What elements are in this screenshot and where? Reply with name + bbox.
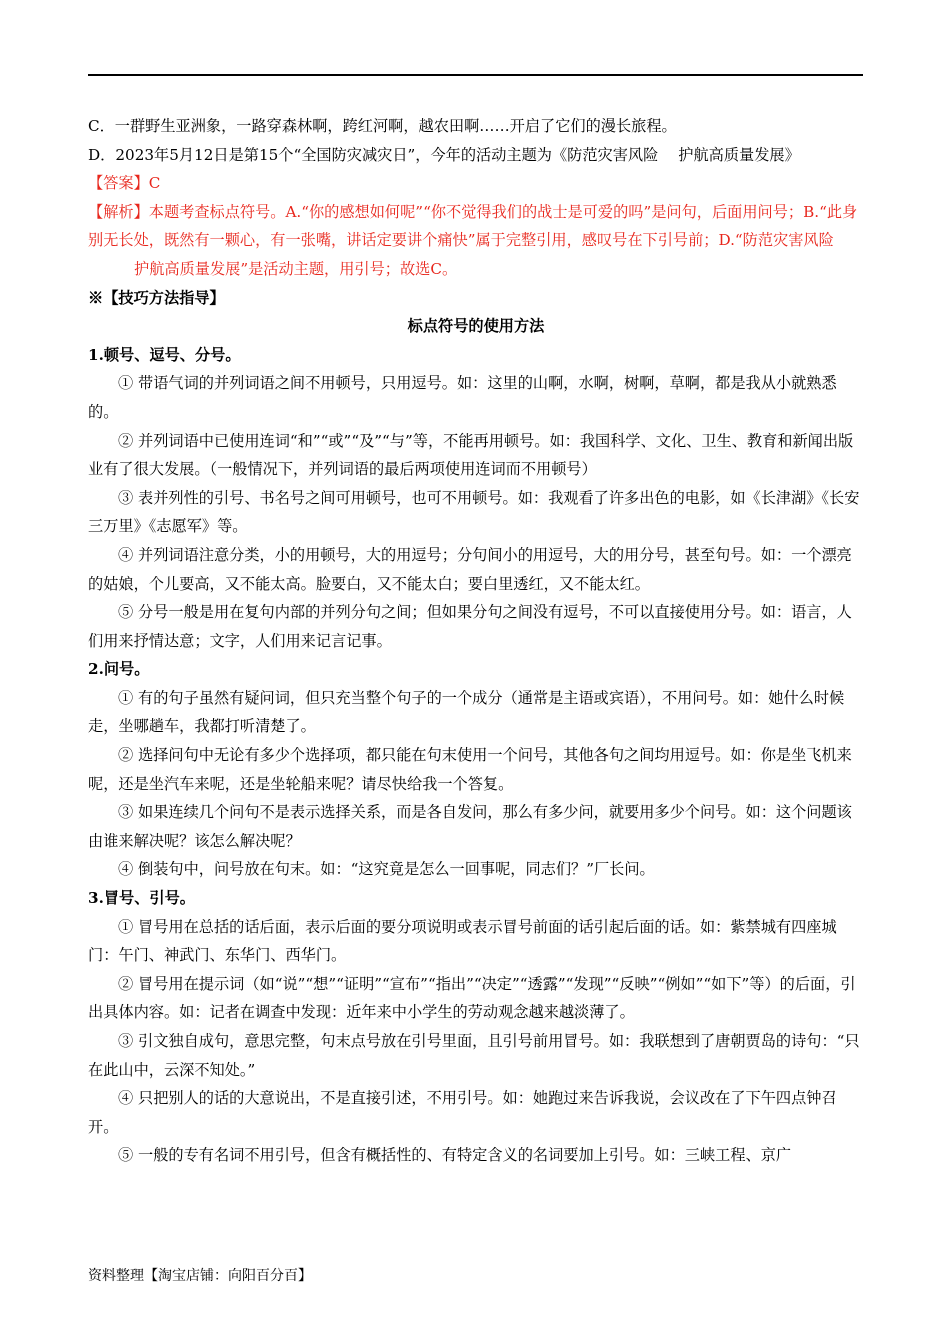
analysis (88, 198, 864, 284)
guide-title: ※【技巧方法指导】 (88, 288, 225, 307)
section-3-item: ③ 引文独自成句，意思完整，句末点号放在引号里面，且引号前用冒号。如：我联想到了唐朝贾岛的诗句：“只在此山中，云深不知处。” (88, 1032, 860, 1079)
section-3-item: ④ 只把别人的话的大意说出，不是直接引述，不用引号。如：她跑过来告诉我说，会议改在了下午四点钟召开。 (88, 1089, 837, 1136)
option-d-part2: 护航高质量发展》 (678, 145, 800, 164)
section-2-item: ① 有的句子虽然有疑问词，但只充当整个句子的一个成分（通常是主语或宾语），不用问号。如：她什么时候走，坐哪趟车，我都打听清楚了。 (88, 688, 845, 736)
header-rule (88, 74, 863, 76)
section-title: 标点符号的使用方法 (407, 317, 545, 336)
section-1-heading: 1.顿号、逗号、分号。 (88, 345, 241, 364)
option-c: C．一群野生亚洲象，一路穿森林啊，跨红河啊，越农田啊……开启了它们的漫长旅程。 (88, 117, 677, 135)
section-2-item: ③ 如果连续几个问句不是表示选择关系，而是各自发问，那么有多少问，就要用多少个问号。如：这个问题该由谁来解决呢？该怎么解决呢？ (88, 803, 852, 850)
option-d (88, 141, 864, 170)
section-3-item: ② 冒号用在提示词（如“说”“想”“证明”“宣布”“指出”“决定”“透露”“发现”“反映”“例如”“如下”等）的后面，引出具体内容。如：记者在调查中发现：近年来中小学生的劳动观念越来越淡薄了。 (88, 974, 856, 1022)
section-1-item: ② 并列词语中已使用连词“和”“或”“及”“与”等，不能再用顿号。如：我国科学、文化、卫生、教育和新闻出版业有了很大发展。（一般情况下，并列词语的最后两项使用连词而不用顿号） (88, 431, 854, 479)
section-2-item: ② 选择问句中无论有多少个选择项，都只能在句末使用一个问号，其他各句之间均用逗号。如：你是坐飞机来呢，还是坐汽车来呢，还是坐轮船来呢？请尽快给我一个答复。 (88, 746, 852, 793)
analysis-part1: 【解析】本题考查标点符号。A.“你的感想如何呢”“你不觉得我们的战士是可爱的吗”是问句，后面用问号；B.“此身别无长处，既然有一颗心，有一张嘴，讲话定要讲个痛快”属于完整引用，感叹号在下引号前；D.“防范灾害风险 (88, 202, 858, 250)
section-3-item: ① 冒号用在总括的话后面，表示后面的要分项说明或表示冒号前面的话引起后面的话。如：紫禁城有四座城门：午门、神武门、东华门、西华门。 (88, 917, 837, 965)
section-1-item: ③ 表并列性的引号、书名号之间可用顿号，也可不用顿号。如：我观看了许多出色的电影，如《长津湖》《长安三万里》《志愿军》等。 (88, 488, 860, 536)
section-3-heading: 3.冒号、引号。 (88, 889, 195, 908)
answer: 【答案】C (88, 174, 161, 193)
section-1-item: ① 带语气词的并列词语之间不用顿号，只用逗号。如：这里的山啊，水啊，树啊，草啊，都是我从小就熟悉的。 (88, 374, 837, 421)
section-2-item: ④ 倒装句中，问号放在句末。如：“这究竟是怎么一回事呢，同志们？”厂长问。 (118, 860, 655, 879)
section-1-item: ④ 并列词语注意分类，小的用顿号，大的用逗号；分句间小的用逗号，大的用分号，甚至句号。如：一个漂亮的姑娘，个儿要高，又不能太高。脸要白，又不能太白；要白里透红，又不能太红。 (88, 545, 852, 593)
section-1-item: ⑤ 分号一般是用在复句内部的并列分句之间；但如果分句之间没有逗号，不可以直接使用分号。如：语言，人们用来抒情达意；文字，人们用来记言记事。 (88, 603, 852, 650)
analysis-part2: 护航高质量发展”是活动主题，用引号；故选C。 (134, 259, 458, 278)
section-3-item: ⑤ 一般的专有名词不用引号，但含有概括性的、有特定含义的名词要加上引号。如：三峡工程、京广 (118, 1146, 792, 1165)
option-d-part1: D．2023年5月12日是第15个“全国防灾减灾日”，今年的活动主题为《防范灾害风险 (88, 145, 659, 164)
document-body (88, 112, 864, 1170)
page-footer: 资料整理【淘宝店铺：向阳百分百】 (88, 1268, 312, 1284)
section-2-heading: 2.问号。 (88, 660, 150, 679)
